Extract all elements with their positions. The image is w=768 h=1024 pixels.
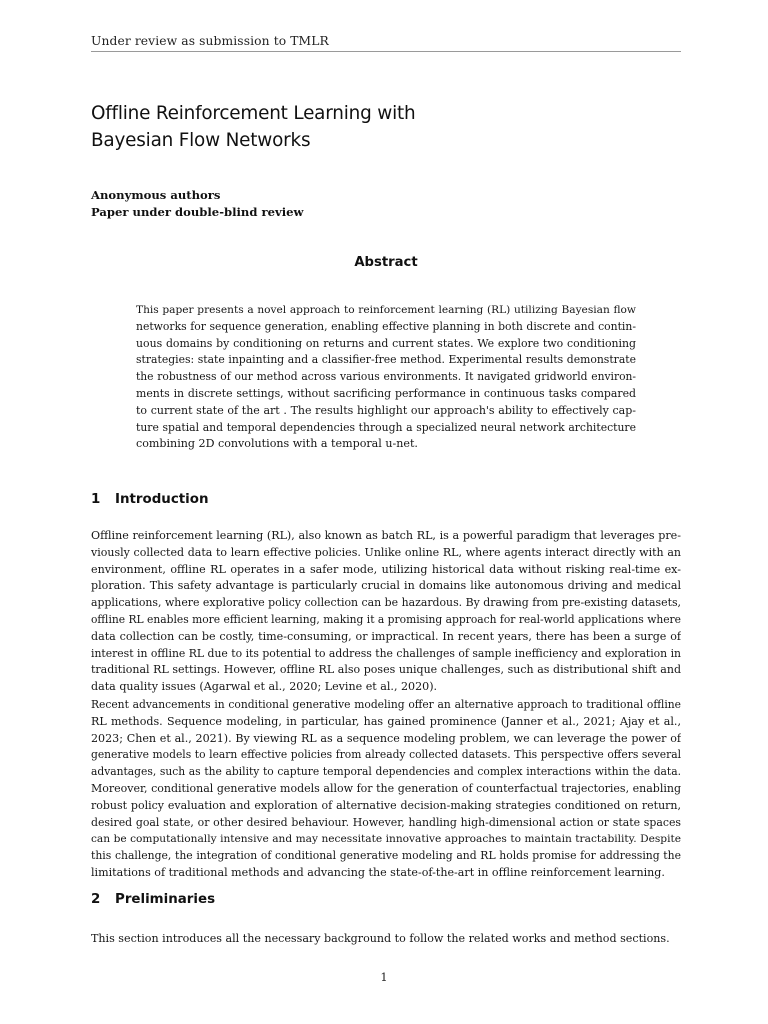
text-line: desired goal state, or other desired behaviour. However, handling high-dimensional action or state spaces bbox=[91, 815, 681, 829]
section-number: 1 bbox=[91, 492, 101, 507]
page-number: 1 bbox=[380, 970, 388, 984]
paper-title bbox=[91, 100, 681, 154]
text-line: the robustness of our method across various environments. It navigated gridworld environ- bbox=[136, 370, 636, 384]
text-line: RL methods. Sequence modeling, in particular, has gained prominence (Janner et al., 2021; Ajay et al., bbox=[91, 714, 681, 728]
text-line: limitations of traditional methods and advancing the state-of-the-art in offline reinforcement learning. bbox=[91, 865, 665, 879]
text-line: to current state of the art . The results highlight our approach's ability to effectively cap- bbox=[136, 403, 636, 417]
text-line: offline RL enables more efficient learning, making it a promising approach for real-world applications where bbox=[91, 612, 681, 626]
text-line: Offline reinforcement learning (RL), also known as batch RL, is a powerful paradigm that leverages pre- bbox=[91, 529, 681, 542]
text-line: viously collected data to learn effective policies. Unlike online RL, where agents interact directly with an bbox=[91, 545, 681, 559]
text-line: applications, where explorative policy collection can be hazardous. By drawing from pre-existing datasets, bbox=[91, 596, 681, 610]
text-line: uous domains by conditioning on returns and current states. We explore two conditioning bbox=[136, 336, 636, 350]
text-line: environment, offline RL operates in a safer mode, utilizing historical data without risking real-time ex- bbox=[91, 562, 681, 576]
text-line: Recent advancements in conditional generative modeling offer an alternative approach to traditional offline bbox=[91, 698, 681, 711]
text-line: combining 2D convolutions with a temporal u-net. bbox=[136, 437, 418, 451]
author-block bbox=[91, 187, 681, 221]
introduction-paragraph-1 bbox=[91, 528, 681, 696]
text-line: networks for sequence generation, enabling effective planning in both discrete and contin- bbox=[136, 319, 636, 333]
header-rule bbox=[91, 51, 681, 52]
text-line: strategies: state inpainting and a classifier-free method. Experimental results demonstrate bbox=[136, 353, 636, 367]
text-line: ments in discrete settings, without sacrificing performance in continuous tasks compared bbox=[136, 386, 636, 400]
paper-title-line: Offline Reinforcement Learning with bbox=[91, 103, 416, 124]
text-line: robust policy evaluation and exploration of alternative decision-making strategies conditioned on return, bbox=[91, 798, 681, 812]
text-line: ploration. This safety advantage is particularly crucial in domains like autonomous driving and medical bbox=[91, 579, 681, 593]
text-line: can be computationally intensive and may necessitate innovative approaches to maintain tractability. Despite bbox=[91, 833, 681, 846]
abstract-heading: Abstract bbox=[354, 255, 418, 270]
text-line: interest in offline RL due to its potential to address the challenges of sample inefficiency and exploration in bbox=[91, 646, 681, 660]
section-title: Introduction bbox=[115, 492, 209, 507]
preliminaries-paragraph-1 bbox=[91, 931, 681, 948]
introduction-paragraph-2 bbox=[91, 697, 681, 882]
section-heading-introduction bbox=[91, 492, 681, 507]
text-line: 2023; Chen et al., 2021). By viewing RL as a sequence modeling problem, we can leverage the power of bbox=[91, 731, 681, 745]
text-line: ture spatial and temporal dependencies through a specialized neural network architecture bbox=[136, 420, 636, 434]
text-line: traditional RL settings. However, offline RL also poses unique challenges, such as distributional shift and bbox=[91, 663, 681, 677]
author-line: Anonymous authors bbox=[91, 188, 221, 202]
paper-title-line: Bayesian Flow Networks bbox=[91, 130, 311, 151]
section-heading-preliminaries bbox=[91, 892, 681, 907]
section-title: Preliminaries bbox=[115, 892, 216, 907]
text-line: this challenge, the integration of conditional generative modeling and RL holds promise for addressing the bbox=[91, 849, 681, 863]
text-line: advantages, such as the ability to capture temporal dependencies and complex interactions within the data. bbox=[91, 765, 681, 779]
section-number: 2 bbox=[91, 892, 101, 907]
text-line: generative models to learn effective policies from already collected datasets. This perspective offers several bbox=[91, 748, 681, 762]
abstract-body bbox=[136, 302, 636, 453]
author-line: Paper under double-blind review bbox=[91, 205, 304, 219]
text-line: data quality issues (Agarwal et al., 2020; Levine et al., 2020). bbox=[91, 680, 438, 694]
running-header: Under review as submission to TMLR bbox=[91, 34, 329, 48]
text-line: This section introduces all the necessary background to follow the related works and method sections. bbox=[91, 932, 670, 945]
text-line: Moreover, conditional generative models allow for the generation of counterfactual trajectories, enabling bbox=[91, 781, 681, 795]
text-line: This paper presents a novel approach to reinforcement learning (RL) utilizing Bayesian flow bbox=[136, 304, 636, 316]
text-line: data collection can be costly, time-consuming, or impractical. In recent years, there has been a surge of bbox=[91, 629, 681, 643]
